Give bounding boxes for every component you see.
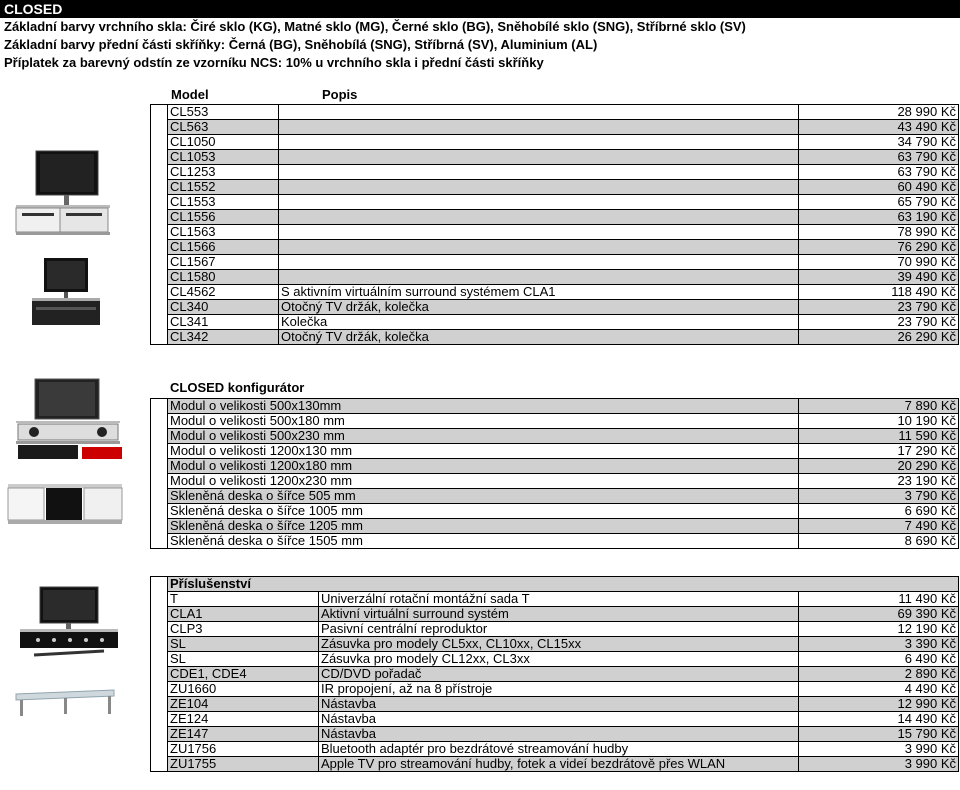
- configurator-price: 23 190 Kč: [799, 474, 959, 489]
- front-colors-line: Základní barvy přední části skříňky: Černá (BG), Sněhobílá (SNG), Stříbrná (SV), Aluminium (AL): [4, 37, 598, 52]
- model-row: [151, 270, 959, 285]
- accessory-price: 12 990 Kč: [799, 697, 959, 712]
- model-row: [151, 165, 959, 180]
- model-price: 23 790 Kč: [799, 300, 959, 315]
- model-price: 118 490 Kč: [799, 285, 959, 300]
- row-spacer: [151, 742, 168, 757]
- brand-banner: CLOSED: [0, 0, 960, 18]
- model-code: CL1053: [168, 150, 279, 165]
- configurator-row: [151, 459, 959, 474]
- model-price: 63 790 Kč: [799, 150, 959, 165]
- accessory-description: Aktivní virtuální surround systém: [319, 607, 799, 622]
- model-price: 76 290 Kč: [799, 240, 959, 255]
- tv-stand-image-2: [26, 255, 106, 331]
- model-description: [279, 180, 799, 195]
- row-spacer: [151, 225, 168, 240]
- model-description: [279, 240, 799, 255]
- configurator-row: [151, 414, 959, 429]
- model-code: CL1566: [168, 240, 279, 255]
- accessory-code: CLA1: [168, 607, 319, 622]
- model-description: [279, 270, 799, 285]
- accessory-row: [151, 667, 959, 682]
- configurator-item: Skleněná deska o šířce 1505 mm: [168, 534, 799, 549]
- row-spacer: [151, 315, 168, 330]
- configurator-price: 7 890 Kč: [799, 399, 959, 414]
- model-row: [151, 240, 959, 255]
- row-spacer: [151, 712, 168, 727]
- model-description: [279, 210, 799, 225]
- glass-colors-line: Základní barvy vrchního skla: Čiré sklo (KG), Matné sklo (MG), Černé sklo (BG), Sněhobílé sklo (SNG), Stříbrné sklo (SV): [4, 19, 746, 34]
- row-spacer: [151, 504, 168, 519]
- accessories-price-table: [150, 576, 959, 772]
- row-spacer: [151, 285, 168, 300]
- model-description: [279, 105, 799, 120]
- model-price: 28 990 Kč: [799, 105, 959, 120]
- row-spacer: [151, 459, 168, 474]
- tv-stand-image-4: [6, 480, 124, 528]
- model-description: [279, 195, 799, 210]
- model-row: [151, 180, 959, 195]
- model-description: [279, 225, 799, 240]
- row-spacer: [151, 757, 168, 772]
- model-row: [151, 300, 959, 315]
- model-row: [151, 150, 959, 165]
- row-spacer: [151, 135, 168, 150]
- model-description: Kolečka: [279, 315, 799, 330]
- accessory-price: 4 490 Kč: [799, 682, 959, 697]
- model-price: 63 190 Kč: [799, 210, 959, 225]
- configurator-price-table: [150, 398, 959, 549]
- configurator-item: Modul o velikosti 500x180 mm: [168, 414, 799, 429]
- configurator-item: Modul o velikosti 1200x180 mm: [168, 459, 799, 474]
- accessory-code: CLP3: [168, 622, 319, 637]
- model-price: 65 790 Kč: [799, 195, 959, 210]
- accessory-row: [151, 652, 959, 667]
- row-spacer: [151, 300, 168, 315]
- accessory-code: SL: [168, 637, 319, 652]
- model-code: CL1050: [168, 135, 279, 150]
- model-code: CL1563: [168, 225, 279, 240]
- row-spacer: [151, 727, 168, 742]
- configurator-price: 11 590 Kč: [799, 429, 959, 444]
- accessory-description: Bluetooth adaptér pro bezdrátové streamování hudby: [319, 742, 799, 757]
- accessory-code: ZU1660: [168, 682, 319, 697]
- configurator-item: Modul o velikosti 500x130mm: [168, 399, 799, 414]
- accessory-price: 14 490 Kč: [799, 712, 959, 727]
- model-code: CL1580: [168, 270, 279, 285]
- configurator-item: Skleněná deska o šířce 1205 mm: [168, 519, 799, 534]
- row-spacer: [151, 534, 168, 549]
- model-row: [151, 120, 959, 135]
- accessory-code: CDE1, CDE4: [168, 667, 319, 682]
- configurator-item: Modul o velikosti 1200x230 mm: [168, 474, 799, 489]
- accessories-header-row: [151, 577, 959, 592]
- model-row: [151, 255, 959, 270]
- tv-stand-image-1: [10, 148, 114, 240]
- row-spacer: [151, 105, 168, 120]
- row-spacer: [151, 429, 168, 444]
- row-spacer: [151, 652, 168, 667]
- row-spacer: [151, 622, 168, 637]
- model-code: CL342: [168, 330, 279, 345]
- accessory-price: 3 990 Kč: [799, 742, 959, 757]
- accessory-price: 3 390 Kč: [799, 637, 959, 652]
- configurator-row: [151, 489, 959, 504]
- accessory-code: ZE104: [168, 697, 319, 712]
- row-spacer: [151, 474, 168, 489]
- accessory-price: 11 490 Kč: [799, 592, 959, 607]
- accessory-code: T: [168, 592, 319, 607]
- accessory-price: 6 490 Kč: [799, 652, 959, 667]
- configurator-row: [151, 534, 959, 549]
- model-row: [151, 195, 959, 210]
- model-description: [279, 150, 799, 165]
- ncs-surcharge-line: Příplatek za barevný odstín ze vzorníku NCS: 10% u vrchního skla i přední části skříňky: [4, 55, 544, 70]
- accessory-price: 15 790 Kč: [799, 727, 959, 742]
- accessory-price: 3 990 Kč: [799, 757, 959, 772]
- row-spacer: [151, 120, 168, 135]
- accessory-price: 12 190 Kč: [799, 622, 959, 637]
- configurator-row: [151, 399, 959, 414]
- model-row: [151, 210, 959, 225]
- configurator-item: Modul o velikosti 500x230 mm: [168, 429, 799, 444]
- model-description: [279, 255, 799, 270]
- row-spacer: [151, 577, 168, 592]
- row-spacer: [151, 592, 168, 607]
- column-model-header: Model: [171, 87, 209, 102]
- row-spacer: [151, 150, 168, 165]
- model-row: [151, 285, 959, 300]
- row-spacer: [151, 637, 168, 652]
- configurator-item: Skleněná deska o šířce 1005 mm: [168, 504, 799, 519]
- row-spacer: [151, 255, 168, 270]
- model-code: CL1567: [168, 255, 279, 270]
- accessory-description: IR propojení, až na 8 přístroje: [319, 682, 799, 697]
- accessory-code: ZU1756: [168, 742, 319, 757]
- model-row: [151, 105, 959, 120]
- accessory-row: [151, 592, 959, 607]
- accessory-price: 69 390 Kč: [799, 607, 959, 622]
- model-description: [279, 165, 799, 180]
- row-spacer: [151, 489, 168, 504]
- model-description: [279, 120, 799, 135]
- accessory-description: CD/DVD pořadač: [319, 667, 799, 682]
- model-price: 60 490 Kč: [799, 180, 959, 195]
- row-spacer: [151, 519, 168, 534]
- model-price: 39 490 Kč: [799, 270, 959, 285]
- model-price: 63 790 Kč: [799, 165, 959, 180]
- accessory-price: 2 890 Kč: [799, 667, 959, 682]
- accessory-code: ZU1755: [168, 757, 319, 772]
- configurator-row: [151, 429, 959, 444]
- row-spacer: [151, 444, 168, 459]
- column-desc-header: Popis: [322, 87, 358, 102]
- configurator-price: 10 190 Kč: [799, 414, 959, 429]
- models-price-table: [150, 104, 959, 345]
- model-row: [151, 225, 959, 240]
- row-spacer: [151, 330, 168, 345]
- row-spacer: [151, 607, 168, 622]
- accessory-row: [151, 727, 959, 742]
- configurator-item: Modul o velikosti 1200x130 mm: [168, 444, 799, 459]
- model-code: CL1552: [168, 180, 279, 195]
- accessory-description: Apple TV pro streamování hudby, fotek a videí bezdrátově přes WLAN: [319, 757, 799, 772]
- accessory-description: Nástavba: [319, 712, 799, 727]
- model-row: [151, 330, 959, 345]
- configurator-row: [151, 519, 959, 534]
- model-code: CL1553: [168, 195, 279, 210]
- accessory-description: Nástavba: [319, 697, 799, 712]
- model-description: Otočný TV držák, kolečka: [279, 300, 799, 315]
- accessory-row: [151, 742, 959, 757]
- accessory-description: Zásuvka pro modely CL12xx, CL3xx: [319, 652, 799, 667]
- model-code: CL4562: [168, 285, 279, 300]
- configurator-price: 3 790 Kč: [799, 489, 959, 504]
- configurator-row: [151, 504, 959, 519]
- model-row: [151, 135, 959, 150]
- model-price: 70 990 Kč: [799, 255, 959, 270]
- accessory-row: [151, 697, 959, 712]
- accessory-row: [151, 757, 959, 772]
- accessory-row: [151, 682, 959, 697]
- model-code: CL341: [168, 315, 279, 330]
- row-spacer: [151, 270, 168, 285]
- accessory-row: [151, 622, 959, 637]
- accessory-code: SL: [168, 652, 319, 667]
- model-description: Otočný TV držák, kolečka: [279, 330, 799, 345]
- accessory-row: [151, 712, 959, 727]
- model-code: CL340: [168, 300, 279, 315]
- model-code: CL553: [168, 105, 279, 120]
- model-price: 26 290 Kč: [799, 330, 959, 345]
- model-code: CL1556: [168, 210, 279, 225]
- model-price: 78 990 Kč: [799, 225, 959, 240]
- configurator-price: 17 290 Kč: [799, 444, 959, 459]
- model-code: CL563: [168, 120, 279, 135]
- configurator-price: 20 290 Kč: [799, 459, 959, 474]
- row-spacer: [151, 667, 168, 682]
- row-spacer: [151, 165, 168, 180]
- accessory-row: [151, 637, 959, 652]
- accessory-code: ZE124: [168, 712, 319, 727]
- accessory-row: [151, 607, 959, 622]
- row-spacer: [151, 697, 168, 712]
- accessory-description: Pasivní centrální reproduktor: [319, 622, 799, 637]
- row-spacer: [151, 195, 168, 210]
- configurator-price: 6 690 Kč: [799, 504, 959, 519]
- configurator-row: [151, 474, 959, 489]
- model-code: CL1253: [168, 165, 279, 180]
- configurator-row: [151, 444, 959, 459]
- model-description: [279, 135, 799, 150]
- model-price: 43 490 Kč: [799, 120, 959, 135]
- configurator-title: CLOSED konfigurátor: [170, 380, 305, 395]
- tv-stand-image-5: [14, 583, 126, 661]
- configurator-price: 8 690 Kč: [799, 534, 959, 549]
- model-row: [151, 315, 959, 330]
- row-spacer: [151, 414, 168, 429]
- model-price: 34 790 Kč: [799, 135, 959, 150]
- row-spacer: [151, 682, 168, 697]
- accessory-description: Zásuvka pro modely CL5xx, CL10xx, CL15xx: [319, 637, 799, 652]
- model-price: 23 790 Kč: [799, 315, 959, 330]
- tv-stand-image-3: [10, 377, 124, 469]
- accessory-code: ZE147: [168, 727, 319, 742]
- row-spacer: [151, 399, 168, 414]
- configurator-price: 7 490 Kč: [799, 519, 959, 534]
- configurator-item: Skleněná deska o šířce 505 mm: [168, 489, 799, 504]
- accessory-description: Univerzální rotační montážní sada T: [319, 592, 799, 607]
- row-spacer: [151, 240, 168, 255]
- accessories-title: Příslušenství: [168, 577, 959, 592]
- row-spacer: [151, 210, 168, 225]
- row-spacer: [151, 180, 168, 195]
- model-description: S aktivním virtuálním surround systémem CLA1: [279, 285, 799, 300]
- accessory-description: Nástavba: [319, 727, 799, 742]
- glass-shelf-image: [10, 686, 120, 720]
